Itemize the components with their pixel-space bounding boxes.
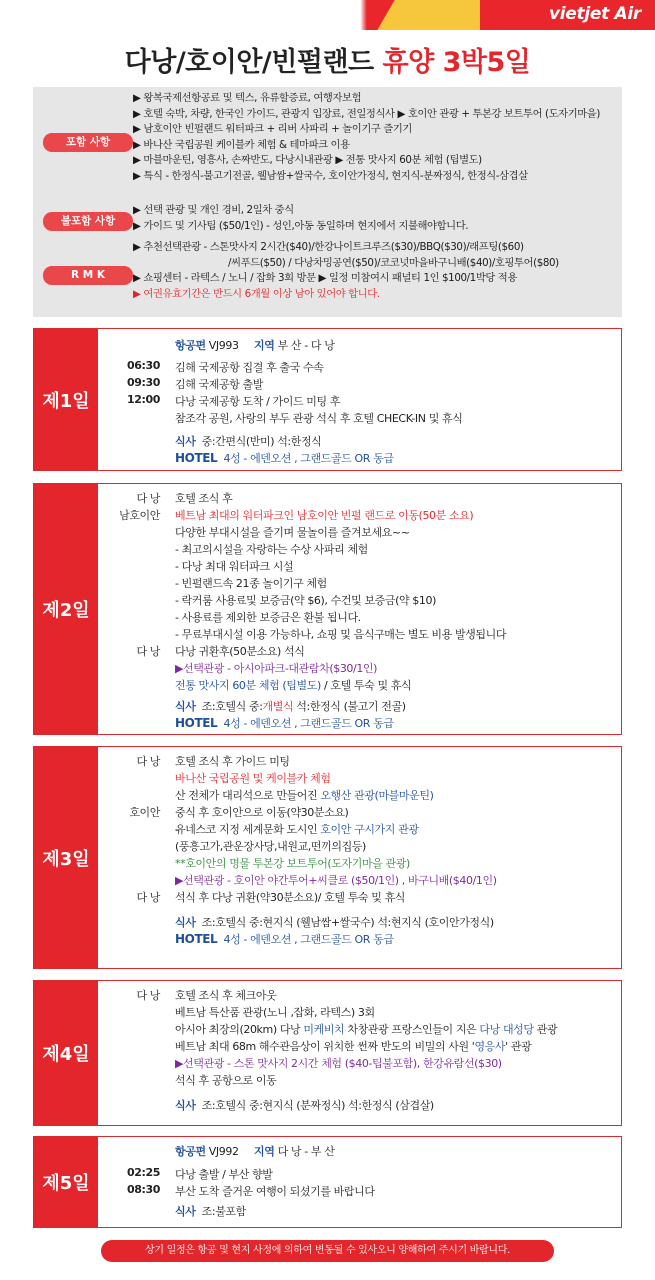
itinerary-text: 베트남 최대 68m 해수관음상이 위치한 썬짜 반도의 비밀의 사원 ' [175, 1040, 475, 1053]
title-accent: 휴양 3박5일 [382, 47, 531, 78]
day-2-card [33, 483, 622, 735]
day-1-card [33, 328, 622, 471]
meal-key: 식사 [175, 700, 196, 713]
include-line: ▶ 호텔 숙박, 차량, 한국인 가이드, 관광지 입장료, 전일정식사 ▶ 호이안 관광 + 투본강 보트투어 (도자기마을) [133, 107, 600, 120]
region-key: 지역 [254, 339, 275, 352]
day-body [98, 747, 621, 968]
itinerary-highlight: 영응사 [474, 1040, 506, 1053]
day-label: 제4일 [34, 981, 98, 1125]
place: 다 낭 [136, 755, 160, 768]
itinerary-text: 부산 도착 즐거운 여행이 되셨기를 바랍니다 [175, 1185, 375, 1198]
include-line: ▶ 남호이안 빈펄랜드 워터파크 + 리버 사파리 + 놀이기구 즐기기 [133, 123, 412, 136]
itinerary-text: / 호텔 투숙 및 휴식 [323, 679, 412, 692]
day-body [98, 981, 621, 1125]
title-main: 다낭/호이안/빈펄랜드 [124, 47, 374, 78]
include-line: ▶ 마블마운틴, 영흥사, 손짜반도, 다낭시내관광 ▶ 전통 맛사지 60분 체험 (팁별도) [133, 154, 482, 167]
exclude-label: 불포함 사항 [43, 212, 133, 231]
itinerary-text: - 최고의시설을 자랑하는 수상 사파리 체험 [175, 543, 368, 556]
exclude-line: ▶ 가이드 및 기사팁 ($50/1인) - 성인,아동 동일하며 현지에서 지불해야합니다. [133, 219, 469, 232]
itinerary-text: 김해 국제공항 집결 후 출국 수속 [175, 361, 324, 374]
optional-tour: ▶선택관광 - 스톤 맛사지 2시간 체험 ($40-팁불포함), 한강유람선($30) [175, 1057, 502, 1070]
day-label: 제3일 [34, 747, 98, 968]
time: 02:25 [126, 1166, 160, 1179]
place: 다 낭 [136, 645, 160, 658]
itinerary-text: 중식 후 호이안으로 이동(약30분소요) [175, 806, 349, 819]
meal-key: 식사 [175, 1099, 196, 1112]
include-line: ▶ 특식 - 한정식-불고기전골, 웰남쌈+쌀국수, 호이안가정식, 현지식-분짜정식, 한정식-삼겹살 [133, 169, 528, 182]
itinerary-text: - 다낭 최대 워터파크 시설 [175, 560, 294, 573]
region-key: 지역 [254, 1145, 275, 1158]
hotel-key: HOTEL [175, 716, 218, 730]
day-label: 제2일 [34, 484, 98, 734]
rmk-list [133, 240, 559, 302]
itinerary-text: 김해 국제공항 출발 [175, 378, 264, 391]
rmk-line: ▶ 쇼핑센터 - 라텍스 / 노니 / 잡화 3회 방문 ▶ 일정 미참여시 패널티 1인 $100/1박당 적용 [133, 272, 517, 285]
hotel-text: 4성 - 에덴오션 , 그랜드골드 OR 동급 [223, 717, 394, 730]
hotel-text: 4성 - 에덴오션 , 그랜드골드 OR 동급 [223, 452, 394, 465]
meal-text: 조:호텔식 중: [201, 700, 263, 713]
itinerary-highlight: 바나산 국립공원 및 케이블카 체험 [175, 772, 331, 785]
rmk-line: ▶ 여권유효기간은 반드시 6개월 이상 남아 있어야 합니다. [133, 287, 380, 300]
itinerary-highlight: 베트남 최대의 워터파크인 남호이안 빈펄 랜드로 이동(50분 소요) [175, 509, 474, 522]
itinerary-text: 석식 후 공항으로 이동 [175, 1074, 277, 1087]
rmk-line: ▶ 추천선택관광 - 스톤맛사지 2시간($40)/한강나이트크루즈($30)/BBQ($30)/래프팅($60) [133, 241, 524, 253]
include-line: ▶ 바나산 국립공원 케이블카 체험 & 테마파크 이용 [133, 138, 350, 151]
meal-key: 식사 [175, 1205, 196, 1218]
itinerary-text: 차창관광 프랑스인들이 지은 [344, 1023, 480, 1036]
include-line: ▶ 왕복국제선항공료 및 텍스, 유류할증료, 여행자보험 [133, 92, 362, 104]
region: 부 산 - 다 낭 [277, 339, 335, 352]
itinerary-text: 아시아 최장의(20km) 다낭 [175, 1023, 304, 1036]
meal-highlight: 개별식 [262, 700, 294, 713]
place: 다 낭 [136, 891, 160, 904]
flight-number: VJ992 [208, 1145, 239, 1158]
itinerary-text: - 사용료를 제외한 보증금은 환불 됩니다. [175, 611, 361, 624]
day-label: 제1일 [34, 329, 98, 470]
meal-text: 석:한정식 (불고기 전골) [293, 700, 406, 713]
include-label: 포함 사항 [43, 133, 133, 152]
itinerary-text: 호텔 조식 후 [175, 492, 233, 505]
itinerary-text: 석식 후 다낭 귀환(약30분소요)/ 호텔 투숙 및 휴식 [175, 891, 406, 904]
time: 08:30 [126, 1183, 160, 1196]
itinerary-text: 산 전체가 대리석으로 만들어진 [175, 789, 321, 802]
optional-tour: ▶선택관광 - 아시아파크-대관람차($30/1인) [175, 662, 378, 675]
day-4-card [33, 980, 622, 1126]
itinerary-text: 관광 [533, 1023, 558, 1036]
itinerary-text: (풍흥고가,관운장사당,내원교,떤끼의집등) [175, 840, 366, 853]
day-5-card [33, 1136, 622, 1228]
itinerary-highlight: 호이안 구시가지 관광 [320, 823, 419, 836]
include-list [133, 91, 600, 185]
itinerary-highlight: 미케비치 [303, 1023, 345, 1036]
itinerary-highlight: **호이안의 명물 투본강 보트투어(도자기마을 관광) [175, 857, 410, 870]
place: 남호이안 [119, 509, 160, 522]
itinerary-text: 호텔 조식 후 가이드 미팅 [175, 755, 290, 768]
meal-text: 중:간편식(반미) 석:한정식 [201, 435, 322, 448]
hotel-text: 4성 - 에덴오션 , 그랜드골드 OR 동급 [223, 933, 394, 946]
rmk-line: /씨푸드($50) / 다낭차밍공연($50)/코코넛마을바구니배($40)/호핑투어($80) [228, 256, 559, 269]
meal-key: 식사 [175, 435, 196, 448]
itinerary-text: - 빈펄랜드속 21종 놀이기구 체험 [175, 577, 327, 590]
time: 12:00 [126, 393, 160, 406]
time: 06:30 [126, 359, 160, 372]
day-body [98, 484, 621, 734]
day-body [98, 329, 621, 470]
itinerary-text: 호텔 조식 후 체크아웃 [175, 989, 277, 1002]
itinerary-text: - 무료부대시설 이용 가능하나, 쇼핑 및 음식구매는 별도 비용 발생됩니다 [175, 628, 507, 641]
optional-tour: ▶선택관광 - 호이안 야간투어+씨클로 ($50/1인) , 바구니배($40/1인) [175, 874, 497, 887]
itinerary-text: 다낭 국제공항 도착 / 가이드 미팅 후 [175, 395, 341, 408]
flight-number: VJ993 [208, 339, 239, 352]
top-banner [0, 0, 655, 30]
vietjet-logo: vietjet Air [548, 4, 641, 24]
itinerary-text: ' 관광 [505, 1040, 532, 1053]
page-title [0, 40, 655, 79]
flight-key: 항공편 [175, 339, 206, 352]
itinerary-highlight: 다낭 대성당 [479, 1023, 534, 1036]
itinerary-text: 다낭 귀환후(50분소요) 석식 [175, 645, 305, 658]
itinerary-highlight: 오행산 관광(마블마운틴) [320, 789, 434, 802]
meal-text: 조:호텔식 중:현지식 (웰남쌈+쌀국수) 석:현지식 (호이안가정식) [201, 916, 494, 929]
info-box [33, 87, 622, 317]
footer-notice: 상기 일정은 항공 및 현지 사정에 의하여 변동될 수 있사오니 양해하여 주시기 바랍니다. [101, 1240, 554, 1262]
meal-text: 조:불포함 [201, 1205, 246, 1218]
region: 다 낭 - 부 산 [277, 1145, 335, 1158]
place: 다 낭 [136, 492, 160, 505]
itinerary-text: 유네스코 지정 세계문화 도시인 [175, 823, 321, 836]
place: 다 낭 [136, 989, 160, 1002]
place: 호이안 [129, 806, 160, 819]
exclude-list [133, 203, 468, 234]
day-3-card [33, 746, 622, 969]
itinerary-text: - 락커룸 사용료및 보증금(약 $6), 수건및 보증금(약 $10) [175, 594, 436, 607]
massage-text: 전통 맛사지 60분 체험 (팁별도) [175, 679, 321, 692]
hotel-key: HOTEL [175, 932, 218, 946]
itinerary-text: 다낭 출발 / 부산 향발 [175, 1168, 273, 1181]
flight-key: 항공편 [175, 1145, 206, 1158]
exclude-line: ▶ 선택 관광 및 개인 경비, 2일차 중식 [133, 204, 294, 216]
day-body [98, 1137, 621, 1227]
rmk-label: R M K [43, 266, 133, 285]
itinerary-text: 참조각 공원, 사랑의 부두 관광 석식 후 호텔 CHECK-IN 및 휴식 [175, 412, 463, 425]
hotel-key: HOTEL [175, 451, 218, 465]
meal-text: 조:호텔식 중:현지식 (분짜정식) 석:한정식 (삼겹살) [201, 1099, 434, 1112]
itinerary-text: 다양한 부대시설을 즐기며 물놀이를 즐겨보세요~~ [175, 526, 410, 539]
time: 09:30 [126, 376, 160, 389]
itinerary-text: 베트남 특산품 관광(노니 ,잡화, 라텍스) 3회 [175, 1006, 375, 1019]
meal-key: 식사 [175, 916, 196, 929]
day-label: 제5일 [34, 1137, 98, 1227]
